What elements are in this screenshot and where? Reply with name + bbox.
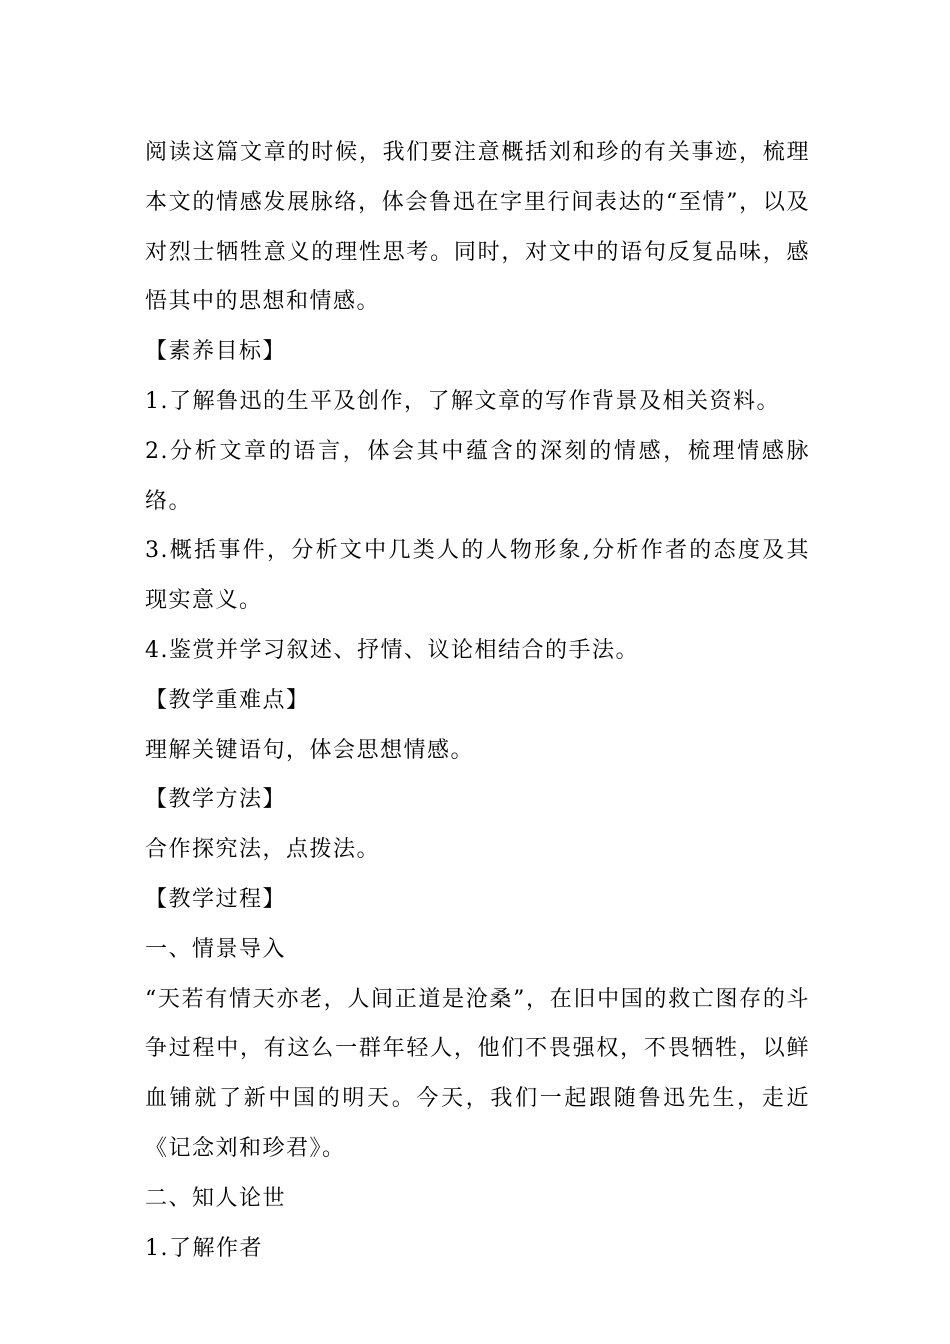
document-body <box>145 128 810 1273</box>
goal-item-3: 3.概括事件，分析文中几类人的人物形象,分析作者的态度及其现实意义。 <box>145 538 810 614</box>
process-substep-heading: 1.了解作者 <box>145 1235 263 1261</box>
section-heading-methods: 【教学方法】 <box>145 787 287 813</box>
intro-quote-paragraph: “天若有情天亦老，人间正道是沧桑”，在旧中国的救亡图存的斗争过程中，有这么一群年轻人，他们不畏强权，不畏牺牲，以鲜血铺就了新中国的明天。今天，我们一起跟随鲁迅先生，走近《记念刘和珍君》。 <box>145 986 810 1161</box>
section-heading-key-points: 【教学重难点】 <box>145 687 310 713</box>
process-step-2-heading: 二、知人论世 <box>145 1185 287 1211</box>
section-heading-process: 【教学过程】 <box>145 886 287 912</box>
methods-text: 合作探究法，点拨法。 <box>145 837 381 863</box>
goal-item-2: 2.分析文章的语言，体会其中蕴含的深刻的情感，梳理情感脉络。 <box>145 438 810 514</box>
intro-paragraph: 阅读这篇文章的时候，我们要注意概括刘和珍的有关事迹，梳理本文的情感发展脉络，体会鲁迅在字里行间表达的“至情”，以及对烈士牺牲意义的理性思考。同时，对文中的语句反复品味，感悟其中的思想和情感。 <box>145 140 810 315</box>
key-points-text: 理解关键语句，体会思想情感。 <box>145 737 475 763</box>
goal-item-4: 4.鉴赏并学习叙述、抒情、议论相结合的手法。 <box>145 637 639 663</box>
process-step-1-heading: 一、情景导入 <box>145 936 287 962</box>
section-heading-goals: 【素养目标】 <box>145 339 287 365</box>
goal-item-1: 1.了解鲁迅的生平及创作，了解文章的写作背景及相关资料。 <box>145 388 780 414</box>
